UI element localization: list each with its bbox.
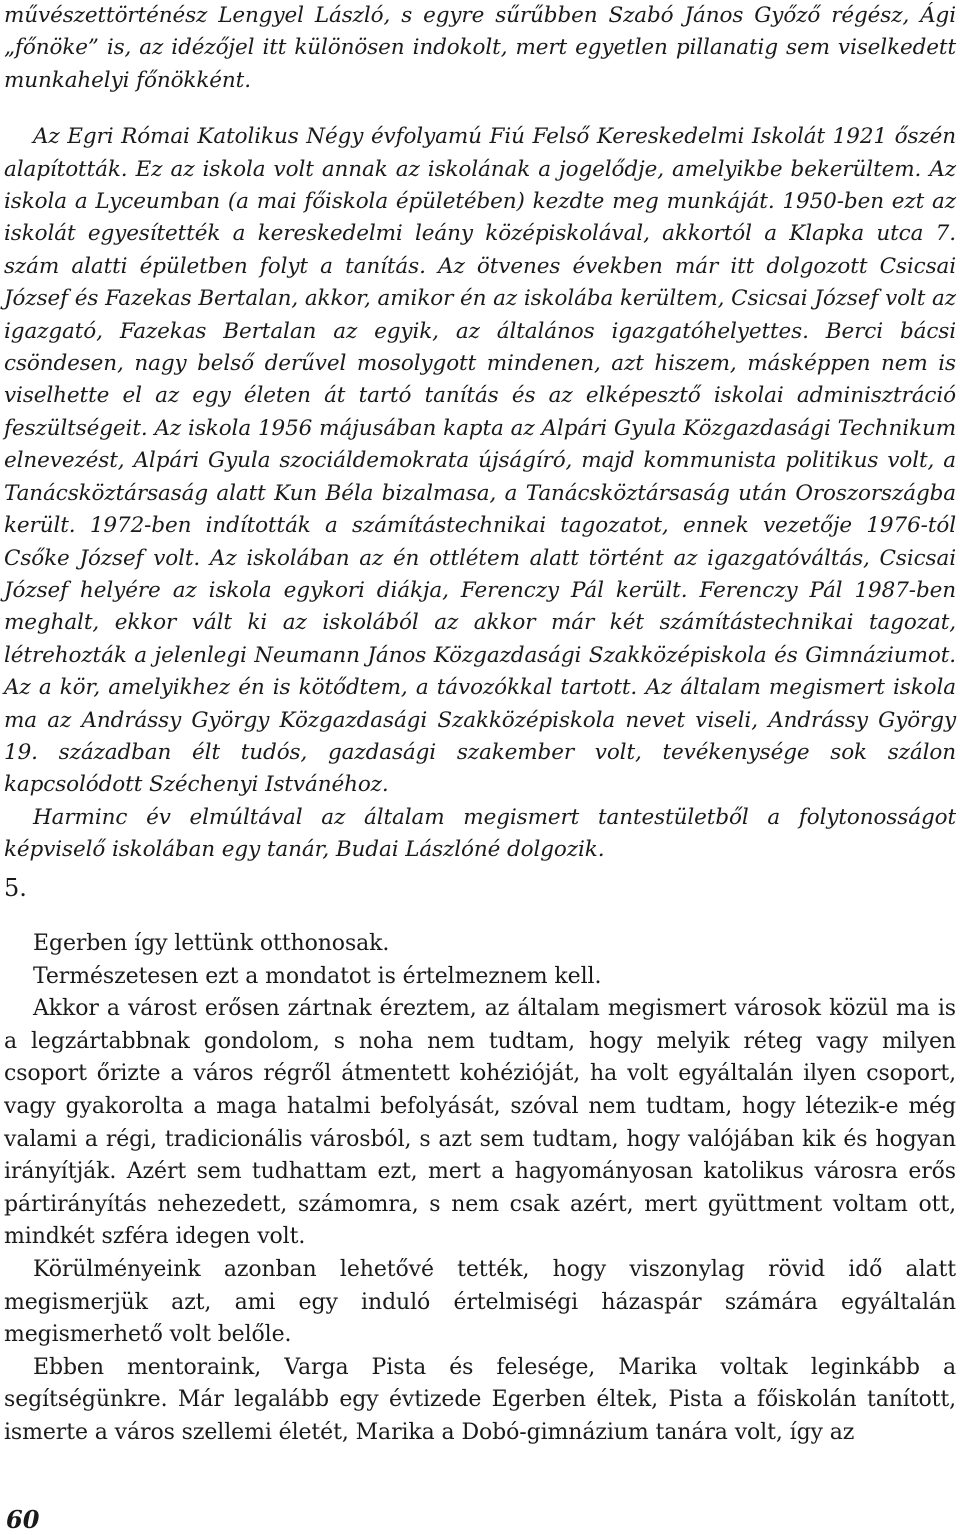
paragraph: művészettörténész Lengyel László, s egyre sűrűbben Szabó János Győző régész, Ági „főnöke” is, az idézőjel itt különösen indokolt, mert egyetlen pillanatig sem viselkedett munkahelyi főnökként.: [4, 3, 956, 93]
page-number: 60: [6, 1505, 40, 1534]
chapter-number: 5.: [4, 874, 27, 902]
paragraph: Harminc év elmúltával az általam megismert tantestületből a folytonosságot képviselő iskolában egy tanár, Budai Lászlóné dolgozik.: [4, 804, 956, 863]
paragraph: Egerben így lettünk otthonosak.: [33, 931, 390, 956]
italic-section: [4, 0, 956, 867]
paragraph: Körülményeink azonban lehetővé tették, hogy viszonylag rövid idő alatt megismerjük azt, ami egy induló értelmiségi házaspár számára egyáltalán megismerhető volt belőle.: [4, 1256, 956, 1348]
paragraph: Akkor a várost erősen zártnak éreztem, az általam megismert városok közül ma is a legzártabbnak gondolom, s noha nem tudtam, hogy melyik réteg vagy milyen csoport őrizte a város régről átmentett kohézióját, ha volt egyáltalán ilyen csoport, vagy gyakorolta a maga hatalmi befolyását, szóval nem tudtam, hogy létezik-e még valami a régi, tradicionális városból, s azt sem tudtam, hogy valójában kik és hogyan irányítják. Azért sem tudhattam ezt, mert a hagyományosan katolikus városra erős pártirányítás nehezedett, számomra, s nem csak azért, mert gyüttment voltam ott, mindkét szféra idegen volt.: [4, 996, 956, 1250]
paragraph: Természetesen ezt a mondatot is értelmeznem kell.: [33, 963, 602, 989]
paragraph: Az Egri Római Katolikus Négy évfolyamú Fiú Felső Kereskedelmi Iskolát 1921 őszén alapították. Ez az iskola volt annak az iskolának a jogelődje, amelyikbe bekerültem. Az iskola a Lyceumban (a mai főiskola épületében) kezdte meg munkáját. 1950-ben ezt az iskolát egyesítették a kereskedelmi leány középiskolával, akkortól a Klapka utca 7. szám alatti épületben folyt a tanítás. Az ötvenes években már itt dolgozott Csicsai József és Fazekas Bertalan, akkor, amikor én az iskolába kerültem, Csicsai József volt az igazgató, Fazekas Bertalan az egyik, az általános igazgatóhelyettes. Berci bácsi csöndesen, nagy belső derűvel mosolygott mindenen, azt hiszem, másképpen nem is viselhette el az egy életen át tartó tanítás és az elképesztő iskolai adminisztráció feszültségeit. Az iskola 1956 májusában kapta az Alpári Gyula Közgazdasági Technikum elnevezést, Alpári Gyula szociáldemokrata újságíró, majd kommunista politikus volt, a Tanácsköztársaság alatt Kun Béla bizalmasa, a Tanácsköztársaság után Oroszországba került. 1972-ben indították a számítástechnikai tagozatot, ennek vezetője 1976-tól Csőke József volt. Az iskolában az én ottlétem alatt történt az igazgatóváltás, Csicsai József helyére az iskola egykori diákja, Ferenczy Pál került. Ferenczy Pál 1987-ben meghalt, ekkor vált ki az iskolából az akkor már két számítástechnikai tagozat, létrehozták a jelenlegi Neumann János Közgazdasági Szakközépiskola és Gimnáziumot. Az a kör, amelyikhez én is kötődtem, a távozókkal tartott. Az általam megismert iskola ma az Andrássy György Közgazdasági Szakközépiskola nevet viseli, Andrássy György 19. században élt tudós, gazdasági szakember volt, tevékenysége sok szálon kapcsolódott Széchenyi Istvánéhoz.: [4, 124, 956, 798]
paragraph: Ebben mentoraink, Varga Pista és felesége, Marika voltak leginkább a segítségünkre. Már legalább egy évtizede Egerben éltek, Pista a főiskolán tanított, ismerte a város szellemi életét, Marika a Dobó-gimnázium tanára volt, így az: [4, 1354, 956, 1445]
main-section: [4, 928, 956, 1450]
